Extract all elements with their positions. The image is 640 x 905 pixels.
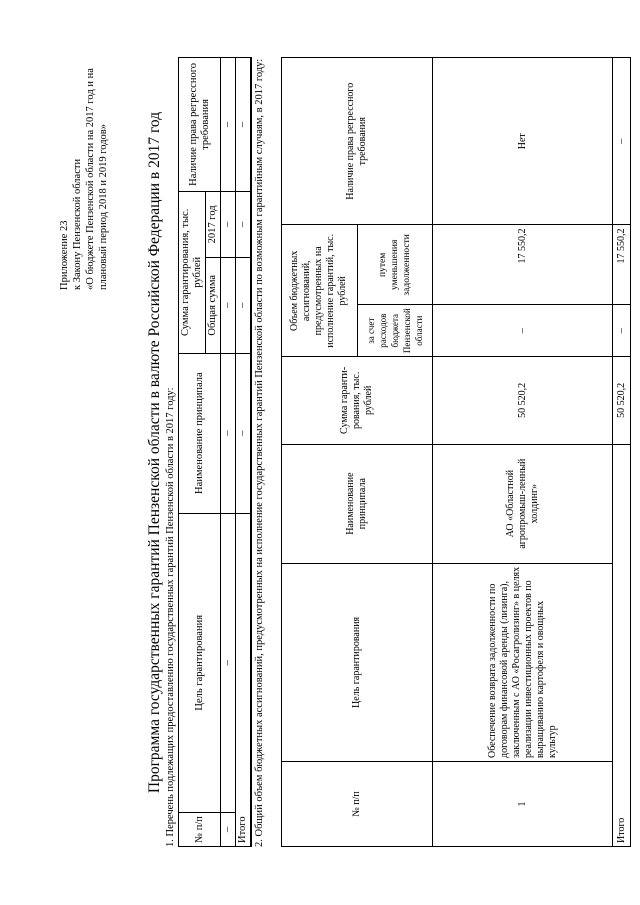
header-purpose: Цель гарантирования bbox=[282, 563, 433, 761]
itogo-expenses: – bbox=[613, 305, 631, 357]
header-regress: Наличие права регрессного требования bbox=[179, 58, 221, 192]
itogo-label: Итого bbox=[613, 444, 631, 846]
appendix-line: плановый период 2018 и 2019 годов» bbox=[98, 124, 109, 290]
appendix-block bbox=[58, 50, 110, 290]
header-total: Общая сумма bbox=[206, 257, 221, 353]
itogo-label: Итого bbox=[236, 513, 252, 846]
cell-principal: АО «Областной агропромыш-ленный холдинг» bbox=[433, 444, 613, 563]
header-regress: Наличие права регрессного требования bbox=[282, 58, 433, 225]
table-row bbox=[433, 58, 613, 847]
cell-expenses: – bbox=[433, 305, 613, 357]
itogo-year: – bbox=[236, 191, 252, 257]
cell-total: – bbox=[221, 257, 236, 353]
cell-principal: – bbox=[221, 353, 236, 513]
itogo-row bbox=[236, 58, 252, 847]
section2-heading: 2. Общий объем бюджетных ассигнований, предусмотренных на исполнение государственных гарантий Пензенской области по возможным гарантийным случаям, в 2017 году: bbox=[254, 58, 265, 847]
appendix-line: Приложение 23 bbox=[59, 220, 70, 290]
header-year: 2017 год bbox=[206, 191, 221, 257]
itogo-total: – bbox=[236, 257, 252, 353]
itogo-sum: 50 520,2 bbox=[613, 357, 631, 444]
page-title: Программа государственных гарантий Пензенской области в валюте Российской Федерации в 2017 год bbox=[146, 111, 163, 794]
cell-num: – bbox=[221, 813, 236, 847]
appendix-line: к Закону Пензенской области bbox=[72, 158, 83, 290]
itogo-row bbox=[613, 58, 631, 847]
header-num: № п/п bbox=[282, 762, 433, 847]
appendix-line: «О бюджете Пензенской области на 2017 год и на bbox=[85, 68, 96, 290]
cell-purpose: Обеспечение возврата задолженности по договорам финансовой аренды (лизинга), заключенным с АО «Росагролизинг» в целях реализации инвестиционных проектов по выращиванию картофеля и овощных культур bbox=[433, 563, 613, 761]
cell-purpose: – bbox=[221, 513, 236, 813]
cell-debt: 17 550,2 bbox=[433, 225, 613, 305]
header-purpose: Цель гарантирования bbox=[179, 513, 221, 813]
itogo-regress: – bbox=[613, 58, 631, 225]
header-expenses: за счет расходов бюджета Пензенской области bbox=[357, 305, 433, 357]
header-volume-group: Объем бюджетных ассигнований, предусмотренных на исполнение гарантий, тыс. рублей bbox=[282, 225, 358, 357]
guarantees-list-table bbox=[178, 57, 252, 847]
section1-heading: 1. Перечень подлежащих предоставлению государственных гарантий Пензенской области в 2017 году: bbox=[165, 387, 176, 847]
itogo-principal: – bbox=[236, 353, 252, 513]
header-principal: Наименование принципала bbox=[179, 353, 221, 513]
cell-year: – bbox=[221, 191, 236, 257]
header-num: № п/п bbox=[179, 813, 221, 847]
cell-regress: – bbox=[221, 58, 236, 192]
header-principal: Наименование принципала bbox=[282, 444, 433, 563]
allocations-table bbox=[281, 57, 631, 847]
header-sum: Сумма гаранти-рования, тыс. рублей bbox=[282, 357, 433, 444]
cell-regress: Нет bbox=[433, 58, 613, 225]
itogo-debt: 17 550,2 bbox=[613, 225, 631, 305]
cell-num: 1 bbox=[433, 762, 613, 847]
header-sum-group: Сумма гарантирования, тыс. рублей bbox=[179, 191, 206, 353]
header-debt: путем уменьшения задолженности bbox=[357, 225, 433, 305]
table-row bbox=[221, 58, 236, 847]
cell-sum: 50 520,2 bbox=[433, 357, 613, 444]
itogo-regress: – bbox=[236, 58, 252, 192]
